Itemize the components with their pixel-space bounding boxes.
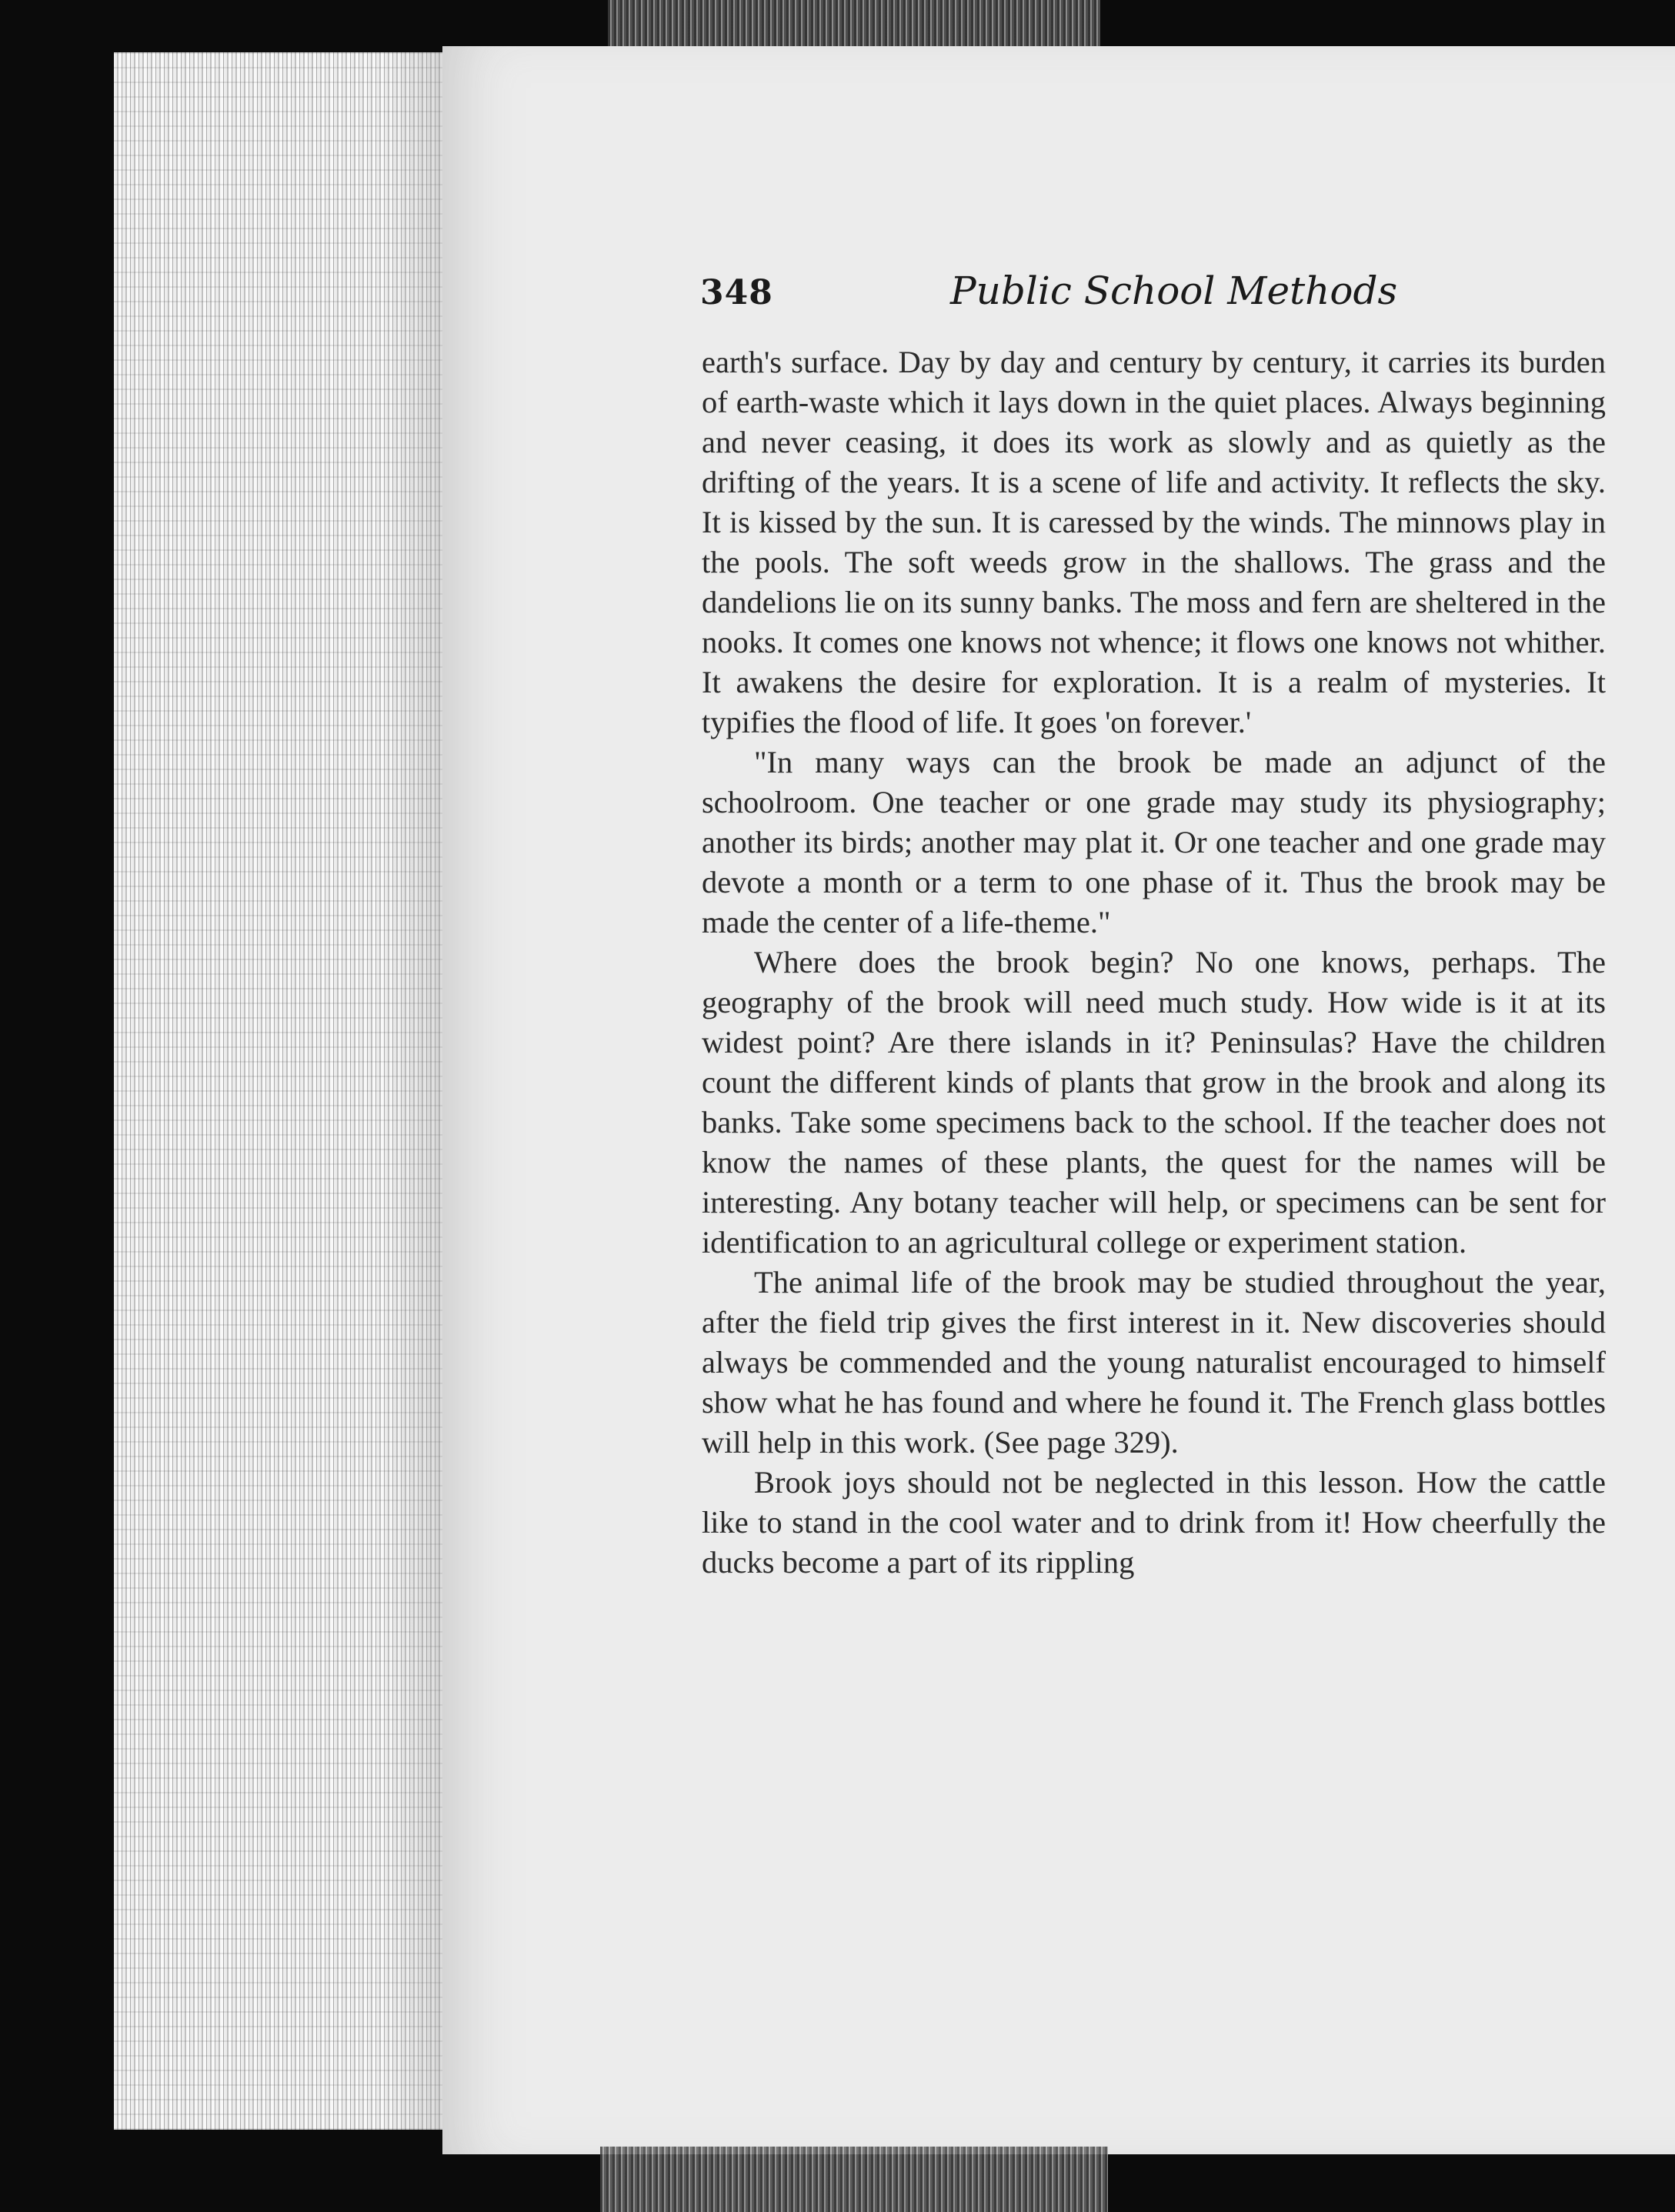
- body-text: [702, 342, 1606, 1583]
- running-title: Public School Methods: [950, 269, 1398, 313]
- page-number: 348: [700, 273, 773, 312]
- binding-cloth-top: [608, 0, 1100, 48]
- paragraph-1: earth's surface. Day by day and century by century, it carries its burden of earth-waste which it lays down in the quiet places. Always beginning and never ceasing, it does its work as slowly and as quietly as the drifting of the years. It is a scene of life and activity. It reflects the sky. It is kissed by the sun. It is caressed by the winds. The minnows play in the pools. The soft weeds grow in the shallows. The grass and the dandelions lie on its sunny banks. The moss and fern are sheltered in the nooks. It comes one knows not whence; it flows one knows not whither. It awakens the desire for exploration. It is a realm of mysteries. It typifies the flood of life. It goes 'on forever.': [702, 345, 1606, 739]
- paragraph-4: The animal life of the brook may be studied throughout the year, after the field trip gives the first interest in it. New discoveries should always be commended and the young naturalist encouraged to himself show what he has found and where he found it. The French glass bottles will help in this work. (See page 329).: [702, 1265, 1606, 1460]
- paragraph-5: Brook joys should not be neglected in this lesson. How the cattle like to stand in the cool water and to drink from it! How cheerfully the ducks become a part of its rippling: [702, 1465, 1606, 1580]
- binding-cloth-bottom: [600, 2147, 1108, 2212]
- page-header: [700, 258, 1675, 342]
- paragraph-2: "In many ways can the brook be made an adjunct of the schoolroom. One teacher or one grade may study its physiography; another its birds; another may plat it. Or one teacher and one grade may devote a month or a term to one phase of it. Thus the brook may be made the center of a life-theme.": [702, 745, 1606, 939]
- paragraph-3: Where does the brook begin? No one knows, perhaps. The geography of the brook will need much study. How wide is it at its widest point? Are there islands in it? Peninsulas? Have the children count the different kinds of plants that grow in the brook and along its banks. Take some specimens back to the school. If the teacher does not know the names of these plants, the quest for the names will be interesting. Any botany teacher will help, or specimens can be sent for identification to an agricultural college or experiment station.: [702, 945, 1606, 1259]
